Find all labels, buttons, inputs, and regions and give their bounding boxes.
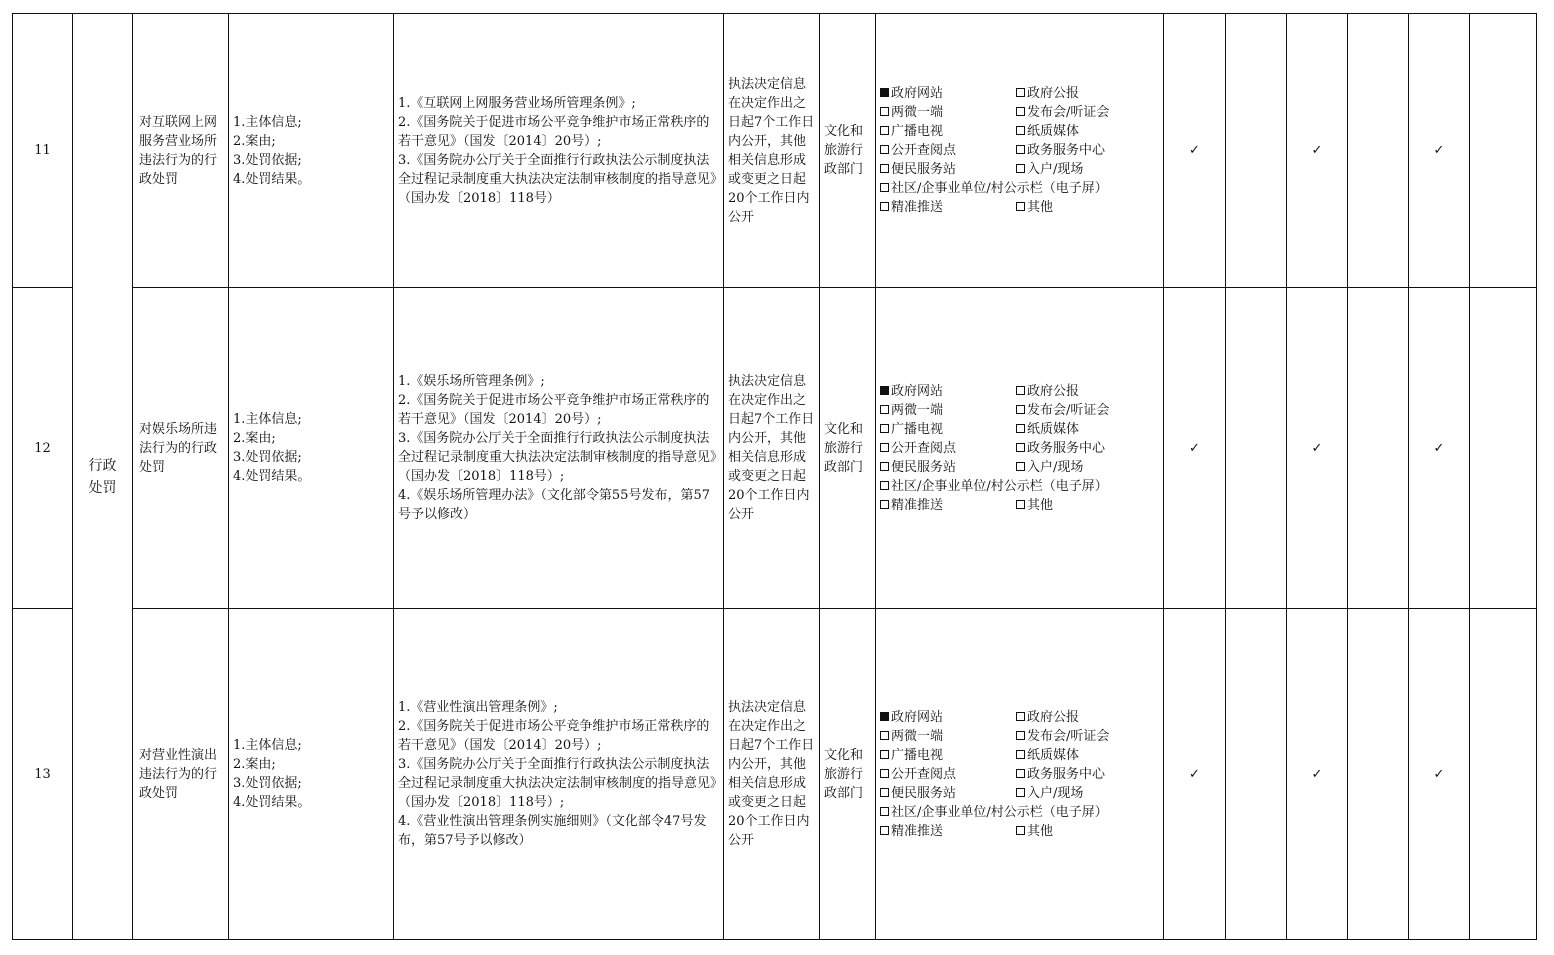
channel-label: 广播电视 <box>891 421 944 437</box>
checkbox-icon <box>1016 405 1025 414</box>
channel-option <box>880 103 1016 122</box>
basis-line: 3.《国务院办公厅关于全面推行行政执法公示制度执法全过程记录制度重大执法决定法制审核制度的指导意见》（国办发〔2018〕118号）; <box>398 431 717 484</box>
item-cell <box>133 288 229 609</box>
channel-option <box>1016 141 1159 160</box>
element-line: 2.案由; <box>233 757 276 772</box>
time-cell <box>724 14 820 288</box>
channel-option <box>880 803 1159 822</box>
channel-option <box>1016 122 1159 141</box>
channel-option <box>880 765 1016 784</box>
check-col-3 <box>1287 609 1348 940</box>
checkbox-icon <box>1016 126 1025 135</box>
basis-line: 4.《娱乐场所管理办法》（文化部令第55号发布，第57号予以修改） <box>398 488 710 522</box>
channel-label: 纸质媒体 <box>1027 124 1080 139</box>
checkbox-icon <box>1016 462 1025 471</box>
channel-option <box>880 477 1159 496</box>
row-number-text: 11 <box>34 143 51 158</box>
channel-label: 两微一端 <box>891 728 944 744</box>
checkbox-icon <box>880 405 889 414</box>
check-col-6 <box>1470 609 1537 940</box>
channel-label: 政府网站 <box>891 709 944 725</box>
table-body <box>13 14 1537 940</box>
item-cell <box>133 14 229 288</box>
check-mark: ✓ <box>1189 143 1200 158</box>
channel-label: 政务服务中心 <box>1027 766 1106 782</box>
check-col-5 <box>1409 288 1470 609</box>
element-line: 3.处罚依据; <box>233 152 302 168</box>
table-row <box>13 14 1537 288</box>
channel-option <box>1016 708 1159 727</box>
channel-label: 精准推送 <box>891 823 944 839</box>
channel-option <box>1016 746 1159 765</box>
channel-label: 入户/现场 <box>1027 162 1084 177</box>
checked-box-icon <box>880 386 889 395</box>
checkbox-icon <box>880 424 889 433</box>
channel-label: 两微一端 <box>891 402 944 418</box>
check-col-1 <box>1164 288 1226 609</box>
checkbox-icon <box>880 183 889 192</box>
basis-line: 3.《国务院办公厅关于全面推行行政执法公示制度执法全过程记录制度重大执法决定法制审核制度的指导意见》（国办发〔2018〕118号） <box>398 152 717 206</box>
channel-label: 政务服务中心 <box>1027 143 1106 158</box>
channel-option <box>1016 458 1159 477</box>
channel-label: 纸质媒体 <box>1027 421 1080 437</box>
channel-label: 两微一端 <box>891 105 944 120</box>
check-col-6 <box>1470 288 1537 609</box>
checkbox-icon <box>880 443 889 452</box>
checkbox-icon <box>1016 500 1025 509</box>
row-number-text: 12 <box>34 440 51 456</box>
check-col-5 <box>1409 14 1470 288</box>
basis-cell <box>394 288 724 609</box>
basis-line: 2.《国务院关于促进市场公平竞争维护市场正常秩序的若干意见》（国发〔2014〕20号）; <box>398 393 710 427</box>
channel-label: 精准推送 <box>891 497 944 513</box>
checked-box-icon <box>880 88 889 97</box>
category-text: 行政处罚 <box>88 457 117 496</box>
dept-cell <box>820 288 876 609</box>
checkbox-icon <box>1016 750 1025 759</box>
channel-label: 纸质媒体 <box>1027 747 1080 763</box>
item-text: 对娱乐场所违法行为的行政处罚 <box>139 421 218 475</box>
channel-grid <box>880 382 1159 515</box>
check-col-2 <box>1226 609 1287 940</box>
checkbox-icon <box>1016 731 1025 740</box>
channel-option <box>880 382 1016 401</box>
basis-line: 1.《娱乐场所管理条例》; <box>398 374 545 389</box>
channel-label: 便民服务站 <box>891 459 957 475</box>
elements-cell <box>229 14 394 288</box>
channel-option <box>880 496 1016 515</box>
check-col-6 <box>1470 14 1537 288</box>
channel-option <box>880 822 1016 841</box>
checkbox-icon <box>1016 164 1025 173</box>
element-line: 1.主体信息; <box>233 412 302 427</box>
channel-label: 公开查阅点 <box>891 143 957 158</box>
channel-label: 发布会/听证会 <box>1027 402 1110 418</box>
checkbox-icon <box>880 500 889 509</box>
checkbox-icon <box>1016 88 1025 97</box>
channel-label: 政府公报 <box>1027 86 1080 101</box>
channel-option <box>880 198 1016 217</box>
channel-option <box>880 401 1016 420</box>
checkbox-icon <box>880 788 889 797</box>
checkbox-icon <box>880 164 889 173</box>
channel-option <box>880 122 1016 141</box>
check-col-3 <box>1287 14 1348 288</box>
check-col-2 <box>1226 14 1287 288</box>
channel-option <box>880 420 1016 439</box>
elements-cell <box>229 288 394 609</box>
basis-line: 2.《国务院关于促进市场公平竞争维护市场正常秩序的若干意见》（国发〔2014〕20号）; <box>398 114 710 149</box>
checkbox-icon <box>880 769 889 778</box>
element-line: 3.处罚依据; <box>233 450 302 465</box>
basis-line: 1.《互联网上网服务营业场所管理条例》; <box>398 95 636 111</box>
time-text: 执法决定信息在决定作出之日起7个工作日内公开，其他相关信息形成或变更之日起20个工作日内公开 <box>728 374 815 522</box>
dept-text: 文化和旅游行政部门 <box>824 747 864 801</box>
channels-cell <box>876 609 1164 940</box>
check-col-1 <box>1164 14 1226 288</box>
channel-option <box>1016 103 1159 122</box>
channel-label: 其他 <box>1027 497 1054 513</box>
channel-label: 入户/现场 <box>1027 459 1084 475</box>
check-col-5 <box>1409 609 1470 940</box>
item-text: 对营业性演出违法行为的行政处罚 <box>139 747 218 801</box>
channel-option <box>880 746 1016 765</box>
category-cell <box>73 14 133 940</box>
channel-label: 政务服务中心 <box>1027 440 1106 456</box>
checkbox-icon <box>1016 386 1025 395</box>
channel-label: 广播电视 <box>891 747 944 763</box>
channel-label: 广播电视 <box>891 124 944 139</box>
time-text: 执法决定信息在决定作出之日起7个工作日内公开，其他相关信息形成或变更之日起20个工作日内公开 <box>728 700 815 848</box>
row-number <box>13 14 73 288</box>
checkbox-icon <box>880 145 889 154</box>
check-mark: ✓ <box>1311 440 1323 456</box>
channel-option <box>880 708 1016 727</box>
channel-option <box>1016 822 1159 841</box>
channel-option <box>880 784 1016 803</box>
channel-option <box>880 439 1016 458</box>
channel-option <box>880 84 1016 103</box>
channel-grid <box>880 84 1159 217</box>
dept-cell <box>820 14 876 288</box>
channel-option <box>880 141 1016 160</box>
channel-label: 便民服务站 <box>891 162 957 177</box>
checkbox-icon <box>1016 769 1025 778</box>
dept-text: 文化和旅游行政部门 <box>824 421 864 475</box>
check-col-4 <box>1348 288 1409 609</box>
channel-option <box>1016 496 1159 515</box>
checkbox-icon <box>1016 424 1025 433</box>
check-col-1 <box>1164 609 1226 940</box>
checkbox-icon <box>1016 443 1025 452</box>
channel-label: 社区/企事业单位/村公示栏（电子屏） <box>891 804 1108 820</box>
channel-option <box>880 160 1016 179</box>
check-mark: ✓ <box>1433 440 1445 456</box>
basis-line: 2.《国务院关于促进市场公平竞争维护市场正常秩序的若干意见》（国发〔2014〕20号）; <box>398 719 710 753</box>
check-col-4 <box>1348 14 1409 288</box>
channel-label: 便民服务站 <box>891 785 957 801</box>
checkbox-icon <box>880 126 889 135</box>
checkbox-icon <box>1016 145 1025 154</box>
channel-option <box>1016 382 1159 401</box>
checkbox-icon <box>1016 107 1025 116</box>
check-mark: ✓ <box>1189 766 1200 782</box>
element-line: 1.主体信息; <box>233 114 302 130</box>
element-line: 2.案由; <box>233 431 276 446</box>
checkbox-icon <box>1016 788 1025 797</box>
item-text: 对互联网上网服务营业场所违法行为的行政处罚 <box>139 114 218 187</box>
channel-label: 政府公报 <box>1027 709 1080 725</box>
checkbox-icon <box>1016 712 1025 721</box>
disclosure-table <box>12 13 1537 940</box>
check-mark: ✓ <box>1433 143 1445 158</box>
elements-cell <box>229 609 394 940</box>
check-col-4 <box>1348 609 1409 940</box>
checked-box-icon <box>880 712 889 721</box>
dept-cell <box>820 609 876 940</box>
channel-option <box>880 727 1016 746</box>
checkbox-icon <box>880 826 889 835</box>
channel-option <box>1016 198 1159 217</box>
table-row <box>13 609 1537 940</box>
channel-label: 社区/企事业单位/村公示栏（电子屏） <box>891 181 1108 196</box>
element-line: 1.主体信息; <box>233 738 302 753</box>
row-number-text: 13 <box>34 766 51 782</box>
basis-line: 3.《国务院办公厅关于全面推行行政执法公示制度执法全过程记录制度重大执法决定法制审核制度的指导意见》（国办发〔2018〕118号）; <box>398 757 717 810</box>
time-cell <box>724 609 820 940</box>
check-mark: ✓ <box>1433 766 1445 782</box>
checkbox-icon <box>880 462 889 471</box>
basis-line: 4.《营业性演出管理条例实施细则》（文化部令47号发布，第57号予以修改） <box>398 814 707 848</box>
checkbox-icon <box>880 481 889 490</box>
channel-option <box>1016 765 1159 784</box>
item-cell <box>133 609 229 940</box>
check-col-2 <box>1226 288 1287 609</box>
channel-option <box>880 458 1016 477</box>
basis-cell <box>394 14 724 288</box>
row-number <box>13 288 73 609</box>
element-line: 4.处罚结果。 <box>233 469 311 484</box>
time-cell <box>724 288 820 609</box>
channel-label: 政府公报 <box>1027 383 1080 399</box>
channel-label: 其他 <box>1027 200 1054 215</box>
checkbox-icon <box>880 731 889 740</box>
table-row <box>13 288 1537 609</box>
row-number <box>13 609 73 940</box>
channel-option <box>1016 84 1159 103</box>
channel-label: 公开查阅点 <box>891 766 957 782</box>
channel-label: 精准推送 <box>891 200 944 215</box>
check-mark: ✓ <box>1311 766 1323 782</box>
channel-label: 入户/现场 <box>1027 785 1084 801</box>
channels-cell <box>876 14 1164 288</box>
channel-option <box>1016 727 1159 746</box>
channel-label: 政府网站 <box>891 383 944 399</box>
check-mark: ✓ <box>1311 143 1323 158</box>
channel-label: 其他 <box>1027 823 1054 839</box>
check-col-3 <box>1287 288 1348 609</box>
check-mark: ✓ <box>1189 440 1200 456</box>
channels-cell <box>876 288 1164 609</box>
channel-option <box>880 179 1159 198</box>
channel-option <box>1016 401 1159 420</box>
checkbox-icon <box>1016 826 1025 835</box>
channel-option <box>1016 420 1159 439</box>
channel-label: 政府网站 <box>891 86 944 101</box>
element-line: 4.处罚结果。 <box>233 171 311 187</box>
dept-text: 文化和旅游行政部门 <box>824 124 864 177</box>
checkbox-icon <box>1016 202 1025 211</box>
time-text: 执法决定信息在决定作出之日起7个工作日内公开，其他相关信息形成或变更之日起20个工作日内公开 <box>728 76 815 225</box>
channel-label: 公开查阅点 <box>891 440 957 456</box>
checkbox-icon <box>880 202 889 211</box>
element-line: 3.处罚依据; <box>233 776 302 791</box>
basis-cell <box>394 609 724 940</box>
channel-option <box>1016 439 1159 458</box>
checkbox-icon <box>880 750 889 759</box>
element-line: 2.案由; <box>233 133 276 149</box>
channel-label: 发布会/听证会 <box>1027 728 1110 744</box>
channel-option <box>1016 160 1159 179</box>
channel-label: 发布会/听证会 <box>1027 105 1110 120</box>
basis-line: 1.《营业性演出管理条例》; <box>398 700 558 715</box>
checkbox-icon <box>880 107 889 116</box>
channel-label: 社区/企事业单位/村公示栏（电子屏） <box>891 478 1108 494</box>
element-line: 4.处罚结果。 <box>233 795 311 810</box>
channel-grid <box>880 708 1159 841</box>
checkbox-icon <box>880 807 889 816</box>
channel-option <box>1016 784 1159 803</box>
